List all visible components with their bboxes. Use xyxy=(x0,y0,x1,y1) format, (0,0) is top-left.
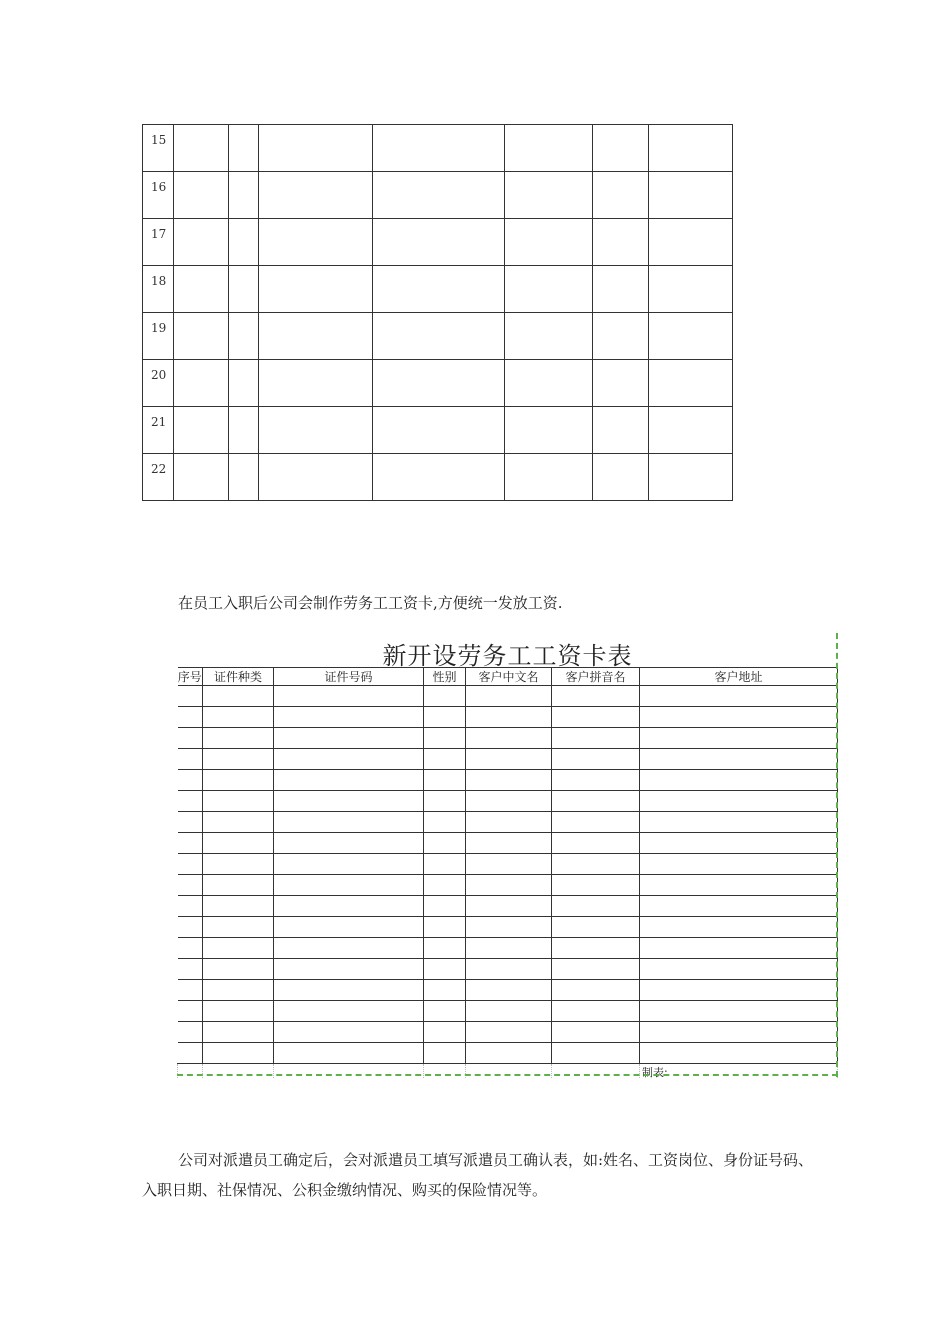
sheet-cell xyxy=(466,833,552,854)
sheet-cell xyxy=(640,791,838,812)
sheet-cell xyxy=(203,1043,274,1064)
sheet-cell xyxy=(178,833,203,854)
sheet-cell xyxy=(640,1022,838,1043)
table-cell xyxy=(259,172,373,219)
sheet-cell xyxy=(178,980,203,1001)
column-header: 客户拼音名 xyxy=(552,668,640,686)
sheet-cell xyxy=(274,812,424,833)
maker-label: 制表: xyxy=(642,1066,668,1079)
sheet-cell xyxy=(424,980,466,1001)
sheet-cell xyxy=(203,1022,274,1043)
sheet-cell xyxy=(466,854,552,875)
table-cell xyxy=(373,313,505,360)
table-row xyxy=(143,266,733,313)
sheet-cell xyxy=(203,875,274,896)
sheet-cell xyxy=(424,812,466,833)
sheet-cell xyxy=(274,980,424,1001)
sheet-cell xyxy=(203,896,274,917)
table-cell xyxy=(373,454,505,501)
row-number: 16 xyxy=(143,172,174,219)
table-cell xyxy=(373,172,505,219)
sheet-cell xyxy=(178,686,203,707)
table-cell xyxy=(593,360,649,407)
sheet-row xyxy=(178,707,838,728)
table-cell xyxy=(229,454,259,501)
sheet-row xyxy=(178,770,838,791)
sheet-cell xyxy=(178,1001,203,1022)
sheet-cell xyxy=(424,1043,466,1064)
sheet-cell xyxy=(640,1001,838,1022)
sheet-cell xyxy=(552,917,640,938)
sheet-cell xyxy=(178,728,203,749)
table-cell xyxy=(373,407,505,454)
table-row xyxy=(143,219,733,266)
sheet-cell xyxy=(640,1043,838,1064)
sheet-cell xyxy=(466,812,552,833)
sheet-cell xyxy=(424,749,466,770)
sheet-cell xyxy=(203,938,274,959)
sheet-row xyxy=(178,896,838,917)
sheet-cell xyxy=(640,854,838,875)
sheet-cell xyxy=(466,980,552,1001)
table-cell xyxy=(593,313,649,360)
table-cell xyxy=(649,219,733,266)
sheet-cell xyxy=(466,686,552,707)
column-header: 序号 xyxy=(178,668,203,686)
row-number: 20 xyxy=(143,360,174,407)
table-cell xyxy=(649,125,733,172)
sheet-cell xyxy=(466,1001,552,1022)
sheet-cell xyxy=(203,917,274,938)
table-cell xyxy=(229,407,259,454)
table-row xyxy=(143,454,733,501)
table-cell xyxy=(229,125,259,172)
sheet-cell xyxy=(178,791,203,812)
sheet-cell xyxy=(552,1043,640,1064)
sheet-cell xyxy=(552,791,640,812)
table-cell xyxy=(505,407,593,454)
sheet-cell xyxy=(552,875,640,896)
sheet-cell xyxy=(640,959,838,980)
sheet-cell xyxy=(178,875,203,896)
sheet-row xyxy=(178,854,838,875)
sheet-cell xyxy=(552,959,640,980)
sheet-row xyxy=(178,1022,838,1043)
sheet-cell xyxy=(466,875,552,896)
table-cell xyxy=(259,125,373,172)
table-row xyxy=(143,172,733,219)
sheet-header-row xyxy=(178,668,838,686)
sheet-cell xyxy=(178,1022,203,1043)
table-cell xyxy=(259,360,373,407)
sheet-cell xyxy=(552,728,640,749)
row-number: 22 xyxy=(143,454,174,501)
sheet-cell xyxy=(640,833,838,854)
row-number: 18 xyxy=(143,266,174,313)
sheet-cell xyxy=(552,980,640,1001)
sheet-cell xyxy=(203,812,274,833)
table-cell xyxy=(174,360,229,407)
sheet-cell xyxy=(203,707,274,728)
sheet-cell xyxy=(178,1043,203,1064)
table-cell xyxy=(373,360,505,407)
table-cell xyxy=(373,125,505,172)
table-cell xyxy=(649,266,733,313)
table-cell xyxy=(593,454,649,501)
sheet-cell xyxy=(274,1022,424,1043)
sheet-cell xyxy=(424,707,466,728)
column-header: 证件号码 xyxy=(274,668,424,686)
sheet-cell xyxy=(424,728,466,749)
sheet-cell xyxy=(274,833,424,854)
column-header: 客户中文名 xyxy=(466,668,552,686)
sheet-cell xyxy=(274,875,424,896)
dispatch-confirmation-paragraph xyxy=(142,1145,822,1205)
sheet-cell xyxy=(640,917,838,938)
table-cell xyxy=(593,125,649,172)
page-break-line-horizontal xyxy=(177,1074,838,1076)
sheet-cell xyxy=(552,896,640,917)
table-cell xyxy=(174,172,229,219)
sheet-row xyxy=(178,1043,838,1064)
table-cell xyxy=(649,360,733,407)
sheet-cell xyxy=(552,812,640,833)
sheet-cell xyxy=(178,854,203,875)
sheet-cell xyxy=(178,707,203,728)
sheet-cell xyxy=(178,749,203,770)
sheet-row xyxy=(178,749,838,770)
sheet-cell xyxy=(640,686,838,707)
table-cell xyxy=(649,313,733,360)
sheet-cell xyxy=(424,1001,466,1022)
row-number: 19 xyxy=(143,313,174,360)
sheet-cell xyxy=(640,875,838,896)
sheet-row xyxy=(178,728,838,749)
sheet-cell xyxy=(640,812,838,833)
sheet-cell xyxy=(640,938,838,959)
sheet-cell xyxy=(466,938,552,959)
sheet-cell xyxy=(274,1001,424,1022)
sheet-cell xyxy=(552,833,640,854)
sheet-cell xyxy=(203,833,274,854)
sheet-row xyxy=(178,959,838,980)
sheet-cell xyxy=(178,938,203,959)
table-cell xyxy=(174,219,229,266)
table-cell xyxy=(505,219,593,266)
sheet-cell xyxy=(466,917,552,938)
sheet-cell xyxy=(274,686,424,707)
sheet-cell xyxy=(203,686,274,707)
table-cell xyxy=(373,266,505,313)
sheet-cell xyxy=(466,791,552,812)
sheet-cell xyxy=(552,938,640,959)
sheet-row xyxy=(178,917,838,938)
sheet-cell xyxy=(552,749,640,770)
table-row xyxy=(143,125,733,172)
sheet-cell xyxy=(203,749,274,770)
table-cell xyxy=(505,266,593,313)
sheet-cell xyxy=(203,770,274,791)
dispatch-confirmation-text: 公司对派遣员工确定后，会对派遣员工填写派遣员工确认表，如:姓名、工资岗位、身份证号码、入职日期、社保情况、公积金缴纳情况、购买的保险情况等。 xyxy=(142,1151,814,1199)
sheet-row xyxy=(178,833,838,854)
sheet-cell xyxy=(640,707,838,728)
sheet-cell xyxy=(274,791,424,812)
sheet-cell xyxy=(424,896,466,917)
sheet-cell xyxy=(466,770,552,791)
sheet-cell xyxy=(466,896,552,917)
sheet-cell xyxy=(203,791,274,812)
sheet-cell xyxy=(640,728,838,749)
sheet-cell xyxy=(552,1001,640,1022)
row-number: 17 xyxy=(143,219,174,266)
sheet-cell xyxy=(274,1043,424,1064)
table-cell xyxy=(259,266,373,313)
table-cell xyxy=(593,266,649,313)
table-cell xyxy=(174,407,229,454)
table-row xyxy=(143,360,733,407)
sheet-cell xyxy=(466,728,552,749)
sheet-cell xyxy=(640,980,838,1001)
page-break-line-vertical xyxy=(836,633,838,1077)
sheet-cell xyxy=(203,959,274,980)
sheet-cell xyxy=(552,686,640,707)
sheet-cell xyxy=(466,749,552,770)
table-cell xyxy=(174,454,229,501)
table-cell xyxy=(505,454,593,501)
column-header: 证件种类 xyxy=(203,668,274,686)
sheet-cell xyxy=(424,854,466,875)
employee-record-table xyxy=(142,124,733,501)
sheet-row xyxy=(178,791,838,812)
sheet-cell xyxy=(640,896,838,917)
table-cell xyxy=(505,313,593,360)
sheet-cell xyxy=(274,770,424,791)
sheet-row xyxy=(178,875,838,896)
sheet-cell xyxy=(178,917,203,938)
sheet-cell xyxy=(274,749,424,770)
table-cell xyxy=(229,313,259,360)
sheet-cell xyxy=(424,770,466,791)
sheet-cell xyxy=(466,1043,552,1064)
sheet-row xyxy=(178,686,838,707)
table-cell xyxy=(649,407,733,454)
sheet-cell xyxy=(178,896,203,917)
row-number: 15 xyxy=(143,125,174,172)
sheet-cell xyxy=(178,959,203,980)
table-cell xyxy=(174,266,229,313)
sheet-cell xyxy=(203,854,274,875)
wage-card-sheet-table xyxy=(177,667,838,1078)
table-cell xyxy=(505,360,593,407)
table-cell xyxy=(593,407,649,454)
sheet-cell xyxy=(203,1001,274,1022)
sheet-cell xyxy=(274,917,424,938)
sheet-cell xyxy=(640,770,838,791)
sheet-cell xyxy=(552,770,640,791)
sheet-cell xyxy=(424,1022,466,1043)
sheet-cell xyxy=(274,707,424,728)
sheet-cell xyxy=(424,917,466,938)
table-cell xyxy=(505,125,593,172)
table-row xyxy=(143,407,733,454)
table-row xyxy=(143,313,733,360)
table-cell xyxy=(174,125,229,172)
column-header: 性别 xyxy=(424,668,466,686)
table-cell xyxy=(259,219,373,266)
table-cell xyxy=(649,454,733,501)
sheet-cell xyxy=(274,728,424,749)
sheet-cell xyxy=(274,959,424,980)
sheet-cell xyxy=(203,980,274,1001)
row-number: 21 xyxy=(143,407,174,454)
sheet-cell xyxy=(424,959,466,980)
sheet-cell xyxy=(274,896,424,917)
sheet-cell xyxy=(424,938,466,959)
sheet-cell xyxy=(274,938,424,959)
sheet-cell xyxy=(552,707,640,728)
table-cell xyxy=(174,313,229,360)
sheet-cell xyxy=(424,875,466,896)
table-cell xyxy=(229,266,259,313)
sheet-cell xyxy=(274,854,424,875)
table-cell xyxy=(229,172,259,219)
sheet-title: 新开设劳务工工资卡表 xyxy=(382,642,633,670)
sheet-row xyxy=(178,1001,838,1022)
sheet-cell xyxy=(424,791,466,812)
sheet-row xyxy=(178,980,838,1001)
sheet-cell xyxy=(424,686,466,707)
table-cell xyxy=(649,172,733,219)
sheet-cell xyxy=(552,1022,640,1043)
sheet-cell xyxy=(203,728,274,749)
table-cell xyxy=(229,360,259,407)
table-cell xyxy=(259,454,373,501)
sheet-row xyxy=(178,938,838,959)
sheet-row xyxy=(178,812,838,833)
sheet-cell xyxy=(640,749,838,770)
table-cell xyxy=(593,172,649,219)
sheet-cell xyxy=(178,770,203,791)
wage-card-intro-paragraph: 在员工入职后公司会制作劳务工工资卡,方便统一发放工资. xyxy=(178,594,563,612)
table-cell xyxy=(505,172,593,219)
sheet-cell xyxy=(466,959,552,980)
table-cell xyxy=(593,219,649,266)
sheet-cell xyxy=(424,833,466,854)
sheet-cell xyxy=(178,812,203,833)
table-cell xyxy=(373,219,505,266)
sheet-cell xyxy=(552,854,640,875)
table-cell xyxy=(259,313,373,360)
table-cell xyxy=(229,219,259,266)
table-cell xyxy=(259,407,373,454)
sheet-cell xyxy=(466,1022,552,1043)
column-header: 客户地址 xyxy=(640,668,838,686)
sheet-cell xyxy=(466,707,552,728)
